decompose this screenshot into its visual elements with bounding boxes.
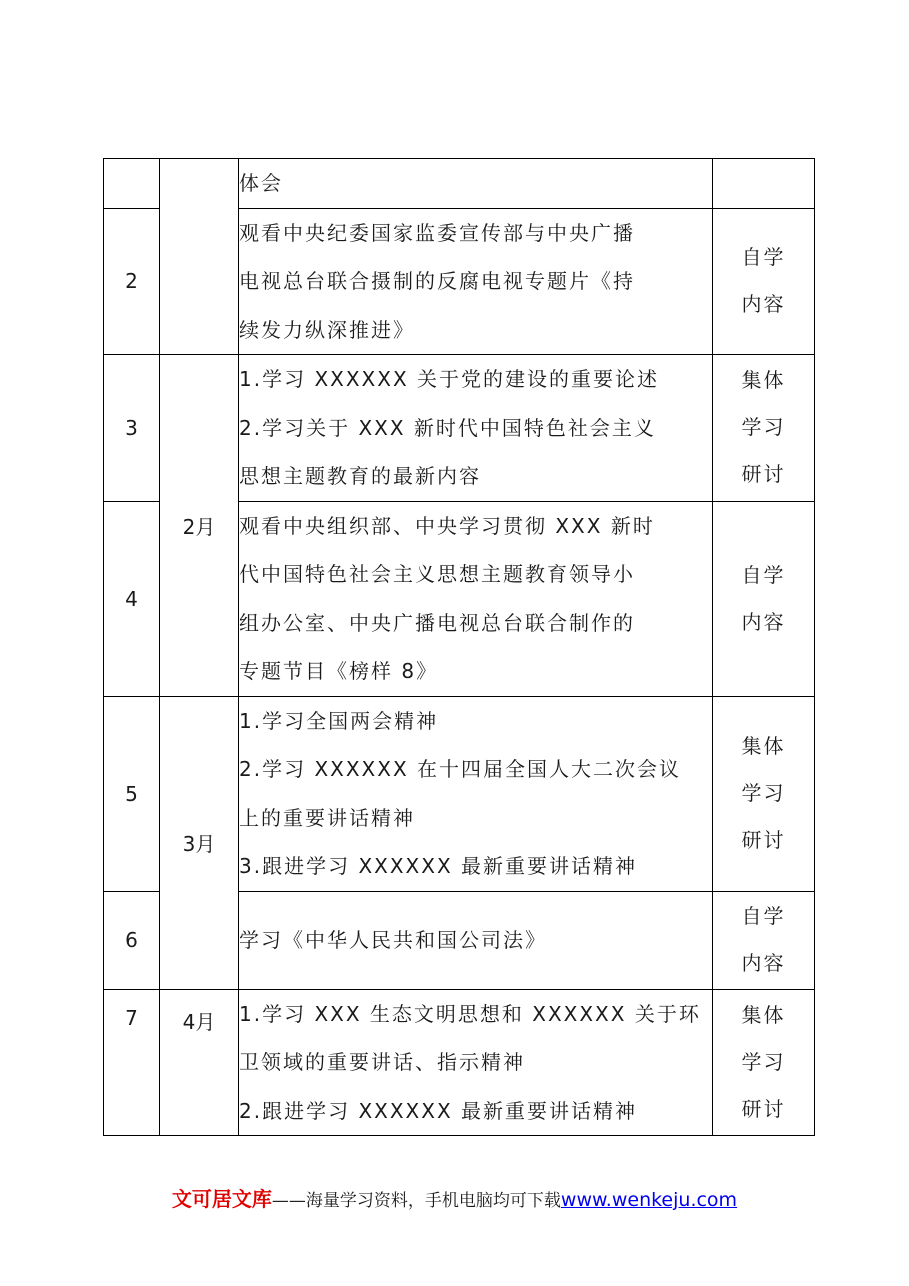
content-line: 2.跟进学习 XXXXXX 最新重要讲话精神 bbox=[239, 1098, 638, 1123]
study-type bbox=[713, 355, 815, 502]
type-line: 集体 bbox=[741, 368, 786, 393]
content-line: 学习《中华人民共和国公司法》 bbox=[239, 927, 547, 952]
content-line: 1.学习 XXX 生态文明思想和 XXXXXX 关于环 bbox=[239, 1001, 701, 1026]
type-line: 集体 bbox=[741, 734, 786, 758]
table-row bbox=[104, 989, 815, 1136]
month-cell bbox=[160, 159, 239, 355]
study-plan-table bbox=[103, 158, 815, 1136]
study-content bbox=[239, 501, 713, 696]
content-line: 卫领域的重要讲话、指示精神 bbox=[239, 1050, 525, 1074]
row-number: 5 bbox=[104, 696, 160, 891]
study-content bbox=[239, 891, 713, 989]
content-line: 观看中央纪委国家监委宣传部与中央广播 bbox=[239, 220, 635, 245]
study-type bbox=[713, 696, 815, 891]
row-number: 7 bbox=[104, 989, 160, 1136]
row-number: 2 bbox=[104, 208, 160, 355]
brand-name: 文可居文库 bbox=[171, 1187, 272, 1211]
type-line: 集体 bbox=[741, 1002, 786, 1027]
type-line: 自学 bbox=[741, 904, 786, 928]
footer-text: 海量学习资料，手机电脑均可下载 bbox=[305, 1191, 561, 1211]
content-line: 上的重要讲话精神 bbox=[239, 805, 415, 830]
footer-banner bbox=[0, 1183, 909, 1212]
table-row bbox=[104, 355, 815, 502]
type-line: 学习 bbox=[741, 415, 786, 440]
table-row bbox=[104, 159, 815, 209]
study-type bbox=[713, 159, 815, 209]
content-line: 观看中央组织部、中央学习贯彻 XXX 新时 bbox=[239, 513, 655, 538]
row-number: 4 bbox=[104, 501, 160, 696]
type-line: 研讨 bbox=[741, 828, 786, 852]
study-content bbox=[239, 208, 713, 355]
study-type bbox=[713, 891, 815, 989]
month-cell: 4月 bbox=[160, 989, 239, 1136]
type-line: 自学 bbox=[741, 562, 786, 587]
type-line: 内容 bbox=[741, 292, 786, 317]
content-line: 1.学习 XXXXXX 关于党的建设的重要论述 bbox=[239, 367, 660, 391]
type-line: 内容 bbox=[741, 951, 786, 975]
row-number: 6 bbox=[104, 891, 160, 989]
content-line: 组办公室、中央广播电视总台联合制作的 bbox=[239, 610, 635, 635]
content-line: 续发力纵深推进》 bbox=[239, 317, 415, 342]
content-line: 2.学习 XXXXXX 在十四届全国人大二次会议 bbox=[239, 757, 682, 781]
content-line: 思想主题教育的最新内容 bbox=[239, 464, 481, 488]
row-number: 3 bbox=[104, 355, 160, 502]
content-line: 1.学习全国两会精神 bbox=[239, 708, 439, 733]
content-line: 专题节目《榜样 8》 bbox=[239, 659, 439, 683]
content-line: 体会 bbox=[239, 171, 283, 195]
table-row bbox=[104, 696, 815, 891]
month-cell: 2月 bbox=[160, 355, 239, 697]
study-type bbox=[713, 501, 815, 696]
study-type bbox=[713, 208, 815, 355]
content-line: 代中国特色社会主义思想主题教育领导小 bbox=[239, 562, 635, 586]
study-content bbox=[239, 159, 713, 209]
type-line: 研讨 bbox=[741, 462, 786, 487]
type-line: 研讨 bbox=[741, 1096, 786, 1121]
month-cell: 3月 bbox=[160, 696, 239, 989]
row-number bbox=[104, 159, 160, 209]
type-line: 学习 bbox=[741, 781, 786, 805]
study-content bbox=[239, 989, 713, 1136]
content-line: 3.跟进学习 XXXXXX 最新重要讲话精神 bbox=[239, 854, 638, 878]
content-line: 2.学习关于 XXX 新时代中国特色社会主义 bbox=[239, 415, 656, 440]
study-content bbox=[239, 696, 713, 891]
type-line: 学习 bbox=[741, 1049, 786, 1074]
content-line: 电视总台联合摄制的反腐电视专题片《持 bbox=[239, 269, 635, 293]
type-line: 自学 bbox=[741, 245, 786, 270]
type-line: 内容 bbox=[741, 609, 786, 634]
website-link[interactable]: www.wenkeju.com bbox=[560, 1189, 738, 1211]
study-content bbox=[239, 355, 713, 502]
footer-dash: —— bbox=[271, 1191, 306, 1211]
study-type bbox=[713, 989, 815, 1136]
